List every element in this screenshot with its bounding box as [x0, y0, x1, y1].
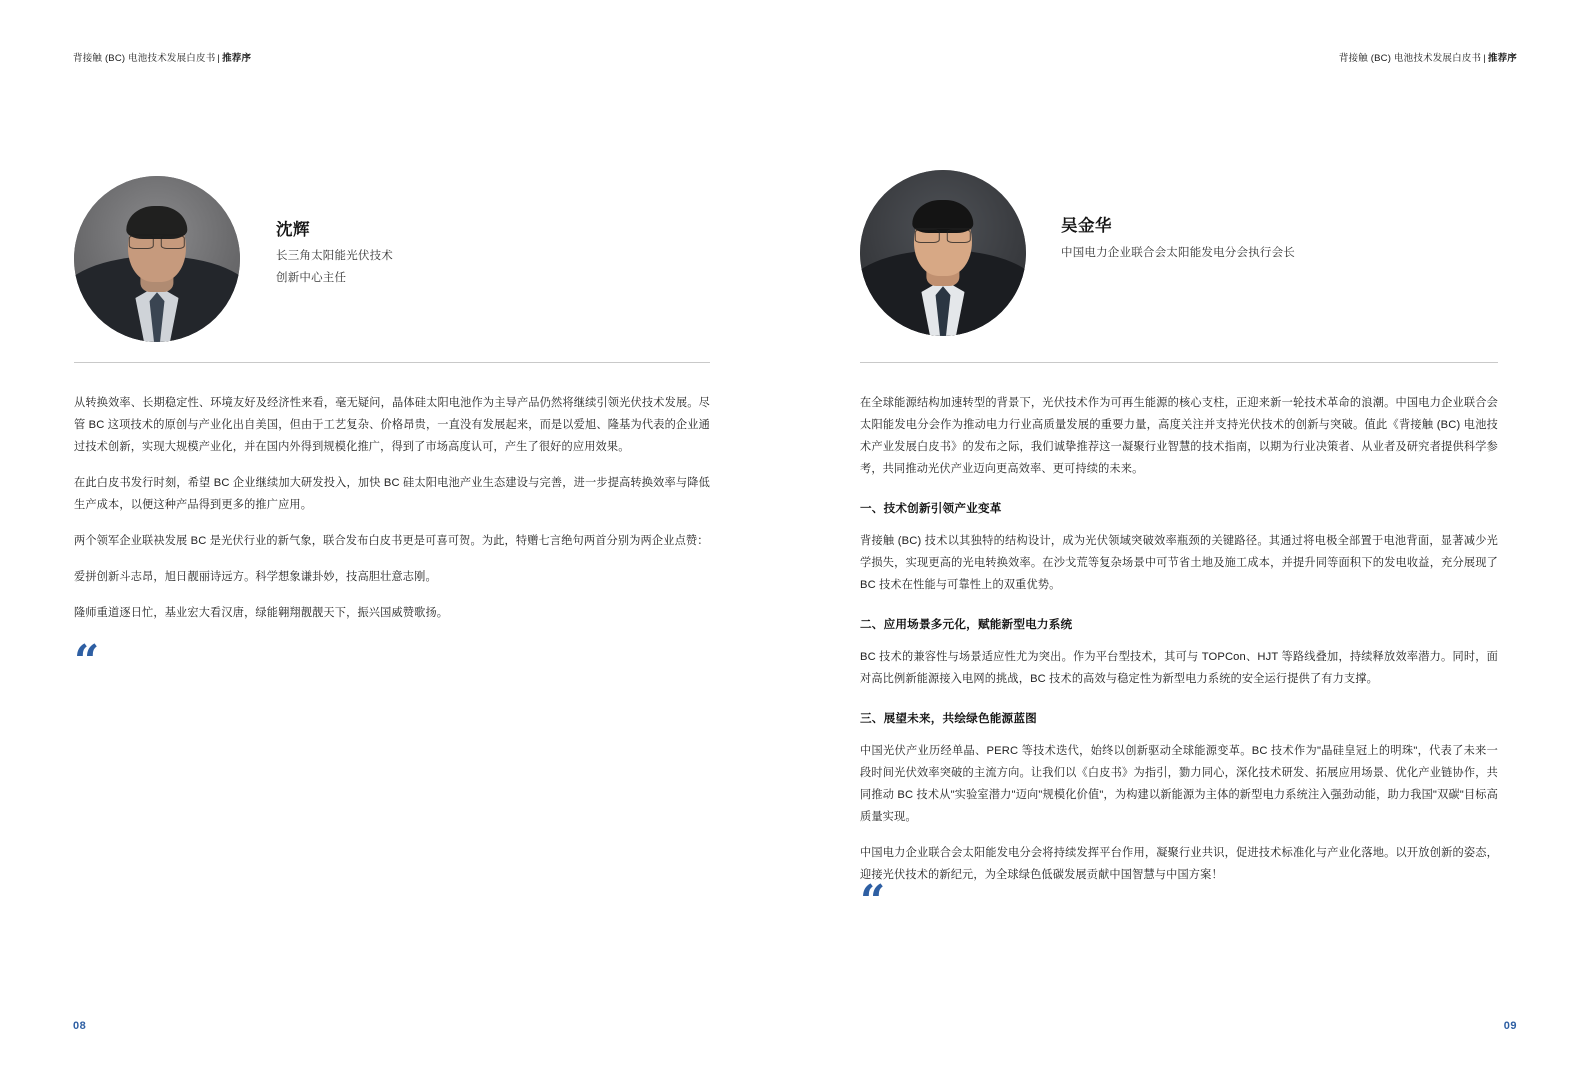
divider-left — [74, 362, 710, 363]
paragraph-closing: 中国电力企业联合会太阳能发电分会将持续发挥平台作用，凝聚行业共识，促进技术标准化与产业化落地。以开放创新的姿态，迎接光伏技术的新纪元，为全球绿色低碳发展贡献中国智慧与中国方案！ — [860, 847, 1498, 881]
quote-mark-left: “ — [74, 636, 98, 687]
author-role-left-line2: 创新中心主任 — [276, 272, 347, 284]
poem-line: 隆师重道逐日忙，基业宏大看汉唐，绿能翱翔靓靓天下，振兴国威赞歌扬。 — [74, 607, 449, 619]
page-number-left: 08 — [73, 1020, 87, 1032]
author-role-left-line1: 长三角太阳能光伏技术 — [276, 250, 393, 262]
paragraph-intro: 在全球能源结构加速转型的背景下，光伏技术作为可再生能源的核心支柱，正迎来新一轮技术革命的浪潮。中国电力企业联合会太阳能发电分会作为推动电力行业高质量发展的重要力量，高度关注并支持光伏技术的创新与突破。值此《背接触 (BC) 电池技术产业发展白皮书》的发布之际，我们诚挚推荐这一凝聚行业智慧的技术指南，以期为行业决策者、从业者及研究者提供科学参考，共同推动光伏产业迈向更高效率、更可持续的未来。 — [860, 397, 1498, 475]
portrait-illustration — [74, 176, 240, 342]
section-paragraph: 背接触 (BC) 技术以其独特的结构设计，成为光伏领域突破效率瓶颈的关键路径。其通过将电极全部置于电池背面，显著减少光学损失，实现更高的光电转换效率。在沙戈荒等复杂场景中可节省土地及施工成本，并提升同等面积下的发电收益，充分展现了 BC 技术在性能与可靠性上的双重优势。 — [860, 535, 1498, 591]
body-text-left — [74, 392, 710, 624]
body-text-right — [860, 392, 1498, 886]
page-number-right: 09 — [1503, 1020, 1517, 1032]
section-heading: 三、展望未来，共绘绿色能源蓝图 — [860, 712, 1037, 725]
author-role-right: 中国电力企业联合会太阳能发电分会执行会长 — [1061, 247, 1295, 259]
author-name-left: 沈辉 — [276, 221, 310, 239]
portrait-illustration — [860, 170, 1026, 336]
author-name-right: 吴金华 — [1061, 217, 1112, 235]
section-paragraph: BC 技术的兼容性与场景适应性尤为突出。作为平台型技术，其可与 TOPCon、HJT 等路线叠加，持续释放效率潜力。同时，面对高比例新能源接入电网的挑战，BC 技术的高效与稳定性为新型电力系统的安全运行提供了有力支撑。 — [860, 651, 1498, 685]
running-head-section: 推荐序 — [1487, 53, 1517, 64]
poem-line: 爱拼创新斗志昂，旭日靓丽诗远方。科学想象谦卦妙，技高胆壮意志刚。 — [74, 571, 437, 583]
section-paragraph: 中国光伏产业历经单晶、PERC 等技术迭代，始终以创新驱动全球能源变革。BC 技术作为"晶硅皇冠上的明珠"，代表了未来一段时间光伏效率突破的主流方向。让我们以《白皮书》为指引，勠力同心，深化技术研发、拓展应用场景、优化产业链协作，共同推动 BC 技术从"实验室潜力"迈向"规模化价值"，为构建以新能源为主体的新型电力系统注入强劲动能，助力我国"双碳"目标高质量实现。 — [860, 745, 1498, 823]
running-head-left — [73, 50, 251, 64]
running-head-separator: | — [217, 53, 221, 64]
paragraph: 在此白皮书发行时刻，希望 BC 企业继续加大研发投入，加快 BC 硅太阳电池产业生态建设与完善，进一步提高转换效率与降低生产成本，以便这种产品得到更多的推广应用。 — [74, 477, 710, 511]
page-right — [795, 0, 1590, 1080]
divider-right — [860, 362, 1498, 363]
running-head-title: 背接触 (BC) 电池技术发展白皮书 — [73, 53, 216, 64]
paragraph: 两个领军企业联袂发展 BC 是光伏行业的新气象，联合发布白皮书更是可喜可贺。为此，特赠七言绝句两首分别为两企业点赞： — [74, 535, 709, 547]
paragraph: 从转换效率、长期稳定性、环境友好及经济性来看，毫无疑问，晶体硅太阳电池作为主导产品仍然将继续引领光伏技术发展。尽管 BC 这项技术的原创与产业化出自美国，但由于工艺复杂、价格昂贵，一直没有发展起来，而是以爱旭、隆基为代表的企业通过技术创新，实现大规模产业化，并在国内外得到规模化推广，得到了市场高度认可，产生了很好的应用效果。 — [74, 397, 710, 453]
running-head-right — [1339, 50, 1517, 64]
section-heading: 一、技术创新引领产业变革 — [860, 502, 1002, 515]
running-head-title: 背接触 (BC) 电池技术发展白皮书 — [1338, 53, 1482, 64]
portrait-wu-jinhua — [860, 170, 1026, 336]
running-head-separator: | — [1483, 53, 1486, 64]
section-heading: 二、应用场景多元化，赋能新型电力系统 — [860, 618, 1073, 631]
portrait-shen-hui — [74, 176, 240, 342]
running-head-section: 推荐序 — [222, 53, 252, 64]
quote-mark-right: “ — [860, 876, 884, 927]
